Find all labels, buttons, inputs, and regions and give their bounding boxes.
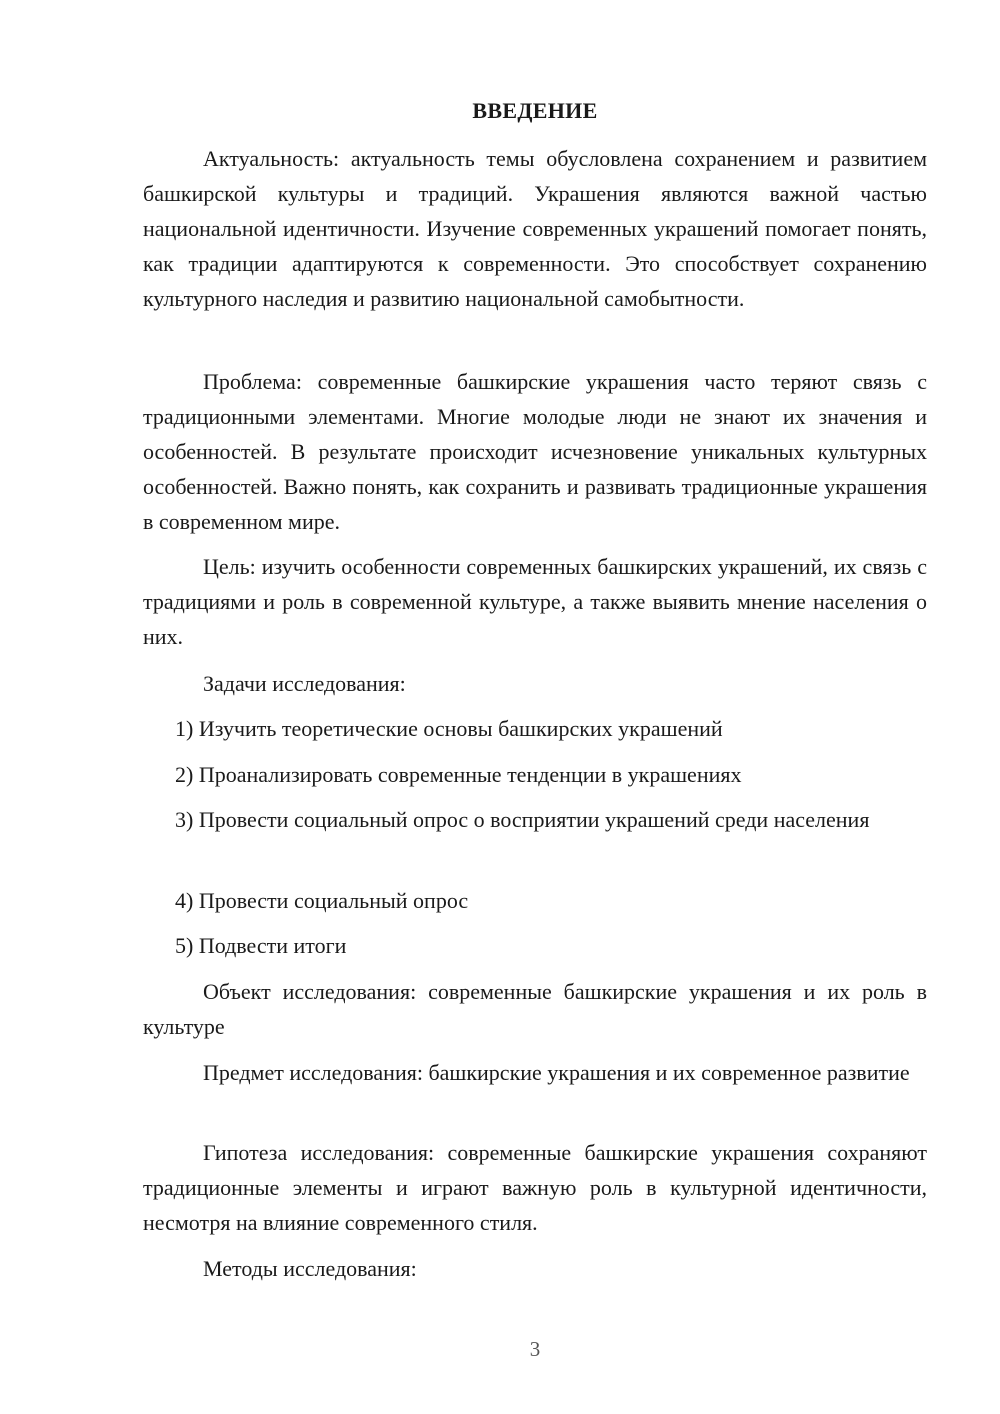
task-item-1: 1) Изучить теоретические основы башкирских украшений <box>175 716 723 741</box>
paragraph-hypothesis: Гипотеза исследования: современные башкирские украшения сохраняют традиционные элементы и играют важную роль в культурной идентичности, несмотря на влияние современного стиля. <box>143 1140 927 1235</box>
paragraph-goal: Цель: изучить особенности современных башкирских украшений, их связь с традициями и роль в современной культуре, а также выявить мнение населения о них. <box>143 554 927 649</box>
task-item-5: 5) Подвести итоги <box>175 933 347 958</box>
task-item-2: 2) Проанализировать современные тенденции в украшениях <box>175 762 742 787</box>
page-number: 3 <box>529 1337 541 1361</box>
paragraph-object: Объект исследования: современные башкирские украшения и их роль в культуре <box>143 979 927 1039</box>
tasks-heading: Задачи исследования: <box>203 671 406 696</box>
document-page <box>143 0 927 1414</box>
page-title: ВВЕДЕНИЕ <box>472 98 598 123</box>
task-item-3: 3) Провести социальный опрос о восприятии украшений среди населения <box>175 807 870 832</box>
paragraph-relevance: Актуальность: актуальность темы обусловлена сохранением и развитием башкирской культуры и традиций. Украшения являются важной частью национальной идентичности. Изучение современных украшений помогает понять, как традиции адаптируются к современности. Это способствует сохранению культурного наследия и развитию национальной самобытности. <box>143 146 927 311</box>
paragraph-problem: Проблема: современные башкирские украшения часто теряют связь с традиционными элементами. Многие молодые люди не знают их значения и особенностей. В результате происходит исчезновение уникальных культурных особенностей. Важно понять, как сохранить и развивать традиционные украшения в современном мире. <box>143 369 927 534</box>
task-item-4: 4) Провести социальный опрос <box>175 888 469 913</box>
paragraph-subject: Предмет исследования: башкирские украшения и их современное развитие <box>203 1060 910 1085</box>
methods-heading: Методы исследования: <box>203 1256 417 1281</box>
